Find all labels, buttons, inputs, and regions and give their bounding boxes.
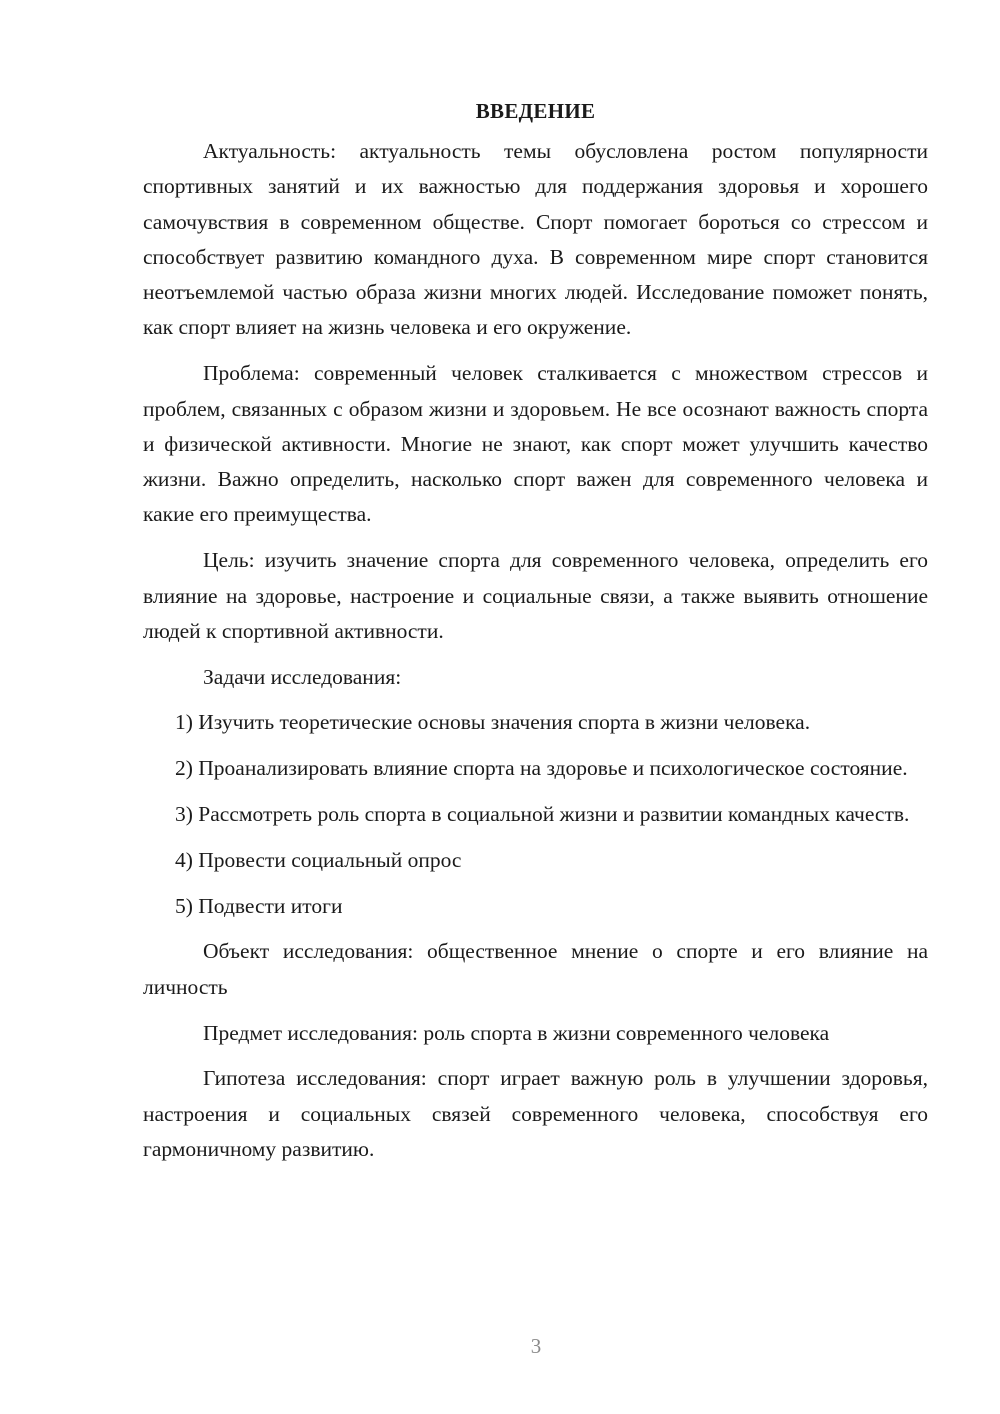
list-item: 3) Рассмотреть роль спорта в социальной жизни и развитии командных качеств. [175, 802, 910, 827]
page-number: 3 [530, 1334, 542, 1358]
document-page [143, 88, 928, 1178]
list-item: 1) Изучить теоретические основы значения спорта в жизни человека. [175, 710, 811, 735]
list-item: 2) Проанализировать влияние спорта на здоровье и психологическое состояние. [175, 756, 908, 781]
problem-paragraph: Проблема: современный человек сталкивается с множеством стрессов и проблем, связанных с образом жизни и здоровьем. Не все осознают важность спорта и физической активности. Многие не знают, как спорт может улучшить качество жизни. Важно определить, насколько спорт важен для современного человека и какие его преимущества. [143, 361, 928, 527]
list-item: 5) Подвести итоги [175, 893, 343, 918]
tasks-heading: Задачи исследования: [203, 664, 402, 689]
page-title: ВВЕДЕНИЕ [475, 99, 596, 123]
goal-paragraph: Цель: изучить значение спорта для современного человека, определить его влияние на здоровье, настроение и социальные связи, а также выявить отношение людей к спортивной активности. [143, 548, 928, 643]
relevance-paragraph: Актуальность: актуальность темы обусловлена ростом популярности спортивных занятий и их важностью для поддержания здоровья и хорошего самочувствия в современном обществе. Спорт помогает бороться со стрессом и способствует развитию командного духа. В современном мире спорт становится неотъемлемой частью образа жизни многих людей. Исследование поможет понять, как спорт влияет на жизнь человека и его окружение. [143, 139, 928, 340]
tasks-list [143, 705, 928, 923]
hypothesis-paragraph: Гипотеза исследования: спорт играет важную роль в улучшении здоровья, настроения и социальных связей современного человека, способствуя его гармоничному развитию. [143, 1066, 928, 1161]
list-item: 4) Провести социальный опрос [175, 847, 462, 872]
subject-paragraph: Предмет исследования: роль спорта в жизни современного человека [203, 1020, 830, 1045]
object-paragraph: Объект исследования: общественное мнение о спорте и его влияние на личность [143, 939, 928, 999]
